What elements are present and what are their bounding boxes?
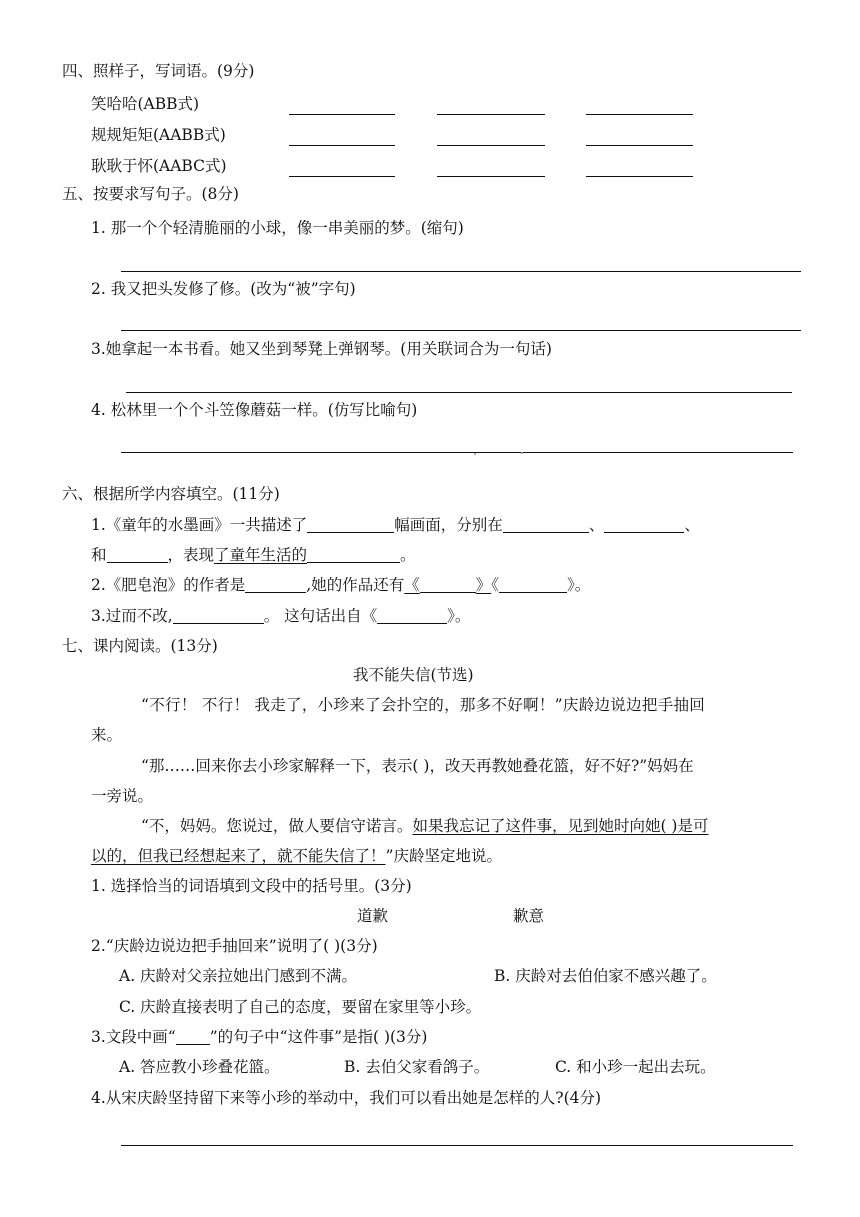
question-6-1-text-a: 1.《童年的水墨画》一共描述了 [91,516,308,534]
answer-line[interactable] [121,271,801,272]
question-6-1-text-d: 、 [684,516,700,534]
question-6-1-text-h: 。 [400,546,416,564]
passage-paragraph-1-line-1: “不行！ 不行！ 我走了，小珍来了会扑空的，那多不好啊！”庆龄边说边把手抽回 [141,696,706,714]
question-6-2-text-f: 》。 [567,576,591,594]
option-7-2-b: B. 庆龄对去伯伯家不感兴趣了。 [494,967,717,985]
passage-paragraph-2-line-2: 一旁说。 [91,787,154,805]
section-6-title: 六、根据所学内容填空。(11分) [62,485,280,503]
question-6-2-text-e: 《 [491,576,500,594]
passage-paragraph-2-line-1: “那……回来你去小珍家解释一下，表示( )，改天再教她叠花篮，好不好?”妈妈在 [141,757,694,775]
scan-speck [521,452,523,454]
word-prompt-aabc: 耿耿于怀(AABC式) [91,157,227,175]
question-6-1-line1 [91,515,700,535]
question-7-3-text-b: ”的句子中“这件事”是指( )(3分) [209,1028,428,1046]
fill-blank[interactable] [307,517,394,533]
passage-text: “不，妈妈。您说过，做人要信守诺言。 [141,817,413,835]
answer-line[interactable] [437,114,545,115]
fill-blank[interactable] [420,577,476,593]
underlined-sentence: 以的，但我已经想起来了，就不能失信了！ [91,847,386,865]
question-6-2-text-a: 2.《肥皂泡》的作者是 [91,576,246,594]
answer-line[interactable] [121,330,801,331]
passage-title: 我不能失信(节选) [353,666,474,684]
scan-speck [474,453,476,455]
fill-blank[interactable] [107,547,168,563]
fill-blank[interactable] [604,517,684,533]
answer-line[interactable] [586,176,693,177]
section-7-title: 七、课内阅读。(13分) [62,637,218,655]
answer-line[interactable] [289,145,395,146]
passage-paragraph-3-line-1 [141,816,708,836]
question-7-3-text-a: 3.文段中画“ [91,1028,176,1046]
underline-sample [176,1029,210,1045]
underlined-sentence: 如果我忘记了这件事，见到她时向她( )是可 [412,817,709,835]
question-6-2-text-b: ,她的作品还有 [306,576,405,594]
question-6-1-text-f: ，表现 [167,546,215,564]
option-7-3-c: C. 和小珍一起出去玩。 [555,1058,716,1076]
section-4-title: 四、照样子，写词语。(9分) [62,62,255,80]
question-7-2: 2.“庆龄边说边把手抽回来”说明了( )(3分) [91,937,378,955]
question-6-1-text-b: 幅画面，分别在 [394,516,503,534]
question-6-3-text-a: 3.过而不改, [91,607,173,625]
option-7-2-a: A. 庆龄对父亲拉她出门感到不满。 [119,967,358,985]
question-5-4: 4. 松林里一个个斗笠像蘑菇一样。(仿写比喻句) [91,401,418,419]
question-6-2 [91,575,590,595]
fill-blank[interactable] [173,608,264,624]
question-6-1-line2 [91,545,416,565]
question-6-1-text-e: 和 [91,546,107,564]
question-5-1: 1. 那一个个轻清脆丽的小球，像一串美丽的梦。(缩句) [91,219,464,237]
option-7-2-c: C. 庆龄直接表明了自己的态度，要留在家里等小珍。 [119,998,482,1016]
question-6-3-text-c: 》。 [447,607,471,625]
question-7-4: 4.从宋庆龄坚持留下来等小珍的举动中，我们可以看出她是怎样的人?(4分) [91,1089,602,1107]
word-choice-2: 歉意 [513,907,545,925]
answer-line[interactable] [121,452,793,453]
question-5-2: 2. 我又把头发修了修。(改为“被”字句) [91,280,356,298]
passage-paragraph-3-line-2 [91,846,502,866]
section-5-title: 五、按要求写句子。(8分) [62,185,239,203]
question-6-1-text-c: 、 [588,516,605,534]
word-choice-1: 道歉 [357,907,389,925]
answer-line[interactable] [586,145,693,146]
fill-blank[interactable] [503,517,589,533]
fill-blank[interactable] [377,608,447,624]
fill-blank[interactable] [307,547,400,563]
passage-text: ”庆龄坚定地说。 [385,847,502,865]
answer-line[interactable] [437,145,545,146]
question-7-1: 1. 选择恰当的词语填到文段中的括号里。(3分) [91,877,412,895]
question-6-3 [91,606,470,626]
question-5-3: 3.她拿起一本书看。她又坐到琴凳上弹钢琴。(用关联词合为一句话) [91,340,552,358]
option-7-3-a: A. 答应教小珍叠花篮。 [119,1058,280,1076]
fill-blank[interactable] [245,577,306,593]
word-prompt-abb: 笑哈哈(ABB式) [91,95,200,113]
question-6-1-text-g: 了童年生活的 [214,546,308,564]
answer-line[interactable] [437,176,545,177]
word-prompt-aabb: 规规矩矩(AABB式) [91,126,226,144]
answer-line[interactable] [126,392,792,393]
question-6-2-text-c: 《 [404,576,420,594]
fill-blank[interactable] [499,577,567,593]
answer-line[interactable] [289,176,395,177]
answer-line[interactable] [289,114,395,115]
option-7-3-b: B. 去伯父家看鸽子。 [344,1058,490,1076]
answer-line[interactable] [121,1145,793,1146]
passage-paragraph-1-line-2: 来。 [91,726,123,744]
question-6-3-text-b: 。 这句话出自《 [263,607,378,625]
question-7-3 [91,1027,427,1047]
question-6-2-text-d: 》 [475,576,492,594]
answer-line[interactable] [586,114,693,115]
